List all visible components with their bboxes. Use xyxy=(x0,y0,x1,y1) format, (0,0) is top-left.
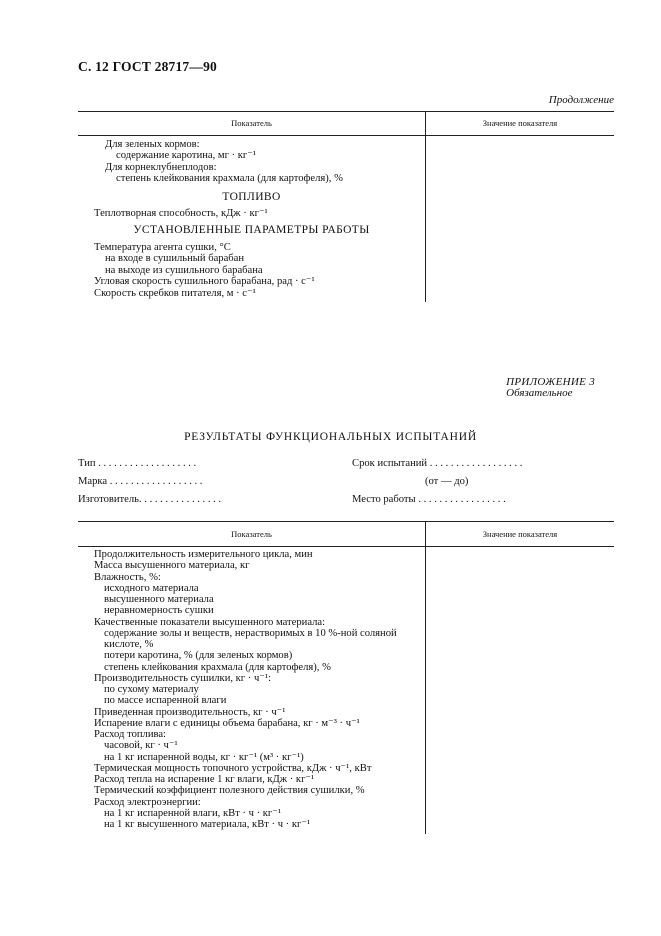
table-continuation xyxy=(78,111,614,302)
page-header: С. 12 ГОСТ 28717—90 xyxy=(78,59,217,74)
appendix-label xyxy=(506,377,595,399)
group-list xyxy=(78,139,343,185)
table-row: по массе испаренной влаги xyxy=(104,695,227,707)
continuation-label: Продолжение xyxy=(548,94,614,106)
section-title-params: УСТАНОВЛЕННЫЕ ПАРАМЕТРЫ РАБОТЫ xyxy=(133,224,370,236)
table-row: исходного материала xyxy=(104,582,199,594)
table-header-rule xyxy=(78,135,614,136)
table-row: Продолжительность измерительного цикла, мин xyxy=(94,549,313,560)
results-title: РЕЗУЛЬТАТЫ ФУНКЦИОНАЛЬНЫХ ИСПЫТАНИЙ xyxy=(184,431,477,443)
field-from-to: (от — до) xyxy=(425,476,469,487)
table-row: Термическая мощность топочного устройства, кДж · ч⁻¹, кВт xyxy=(94,762,372,774)
table-row: Влажность, %: xyxy=(94,571,161,583)
table-row: по сухому материалу xyxy=(104,684,199,695)
list-item: Теплотворная способность, кДж · кг⁻¹ xyxy=(94,208,268,219)
table-column-divider xyxy=(425,111,426,302)
column-header-indicator: Показатель xyxy=(231,118,272,128)
field-type: Тип . . . . . . . . . . . . . . . . . . . xyxy=(78,458,197,469)
list-item: Для корнеклубнеплодов: xyxy=(105,161,217,173)
table-row: Термический коэффициент полезного действия сушилки, % xyxy=(94,785,365,797)
field-manufacturer: Изготовитель. . . . . . . . . . . . . . . . xyxy=(78,494,222,505)
list-item: Угловая скорость сушильного барабана, рад · с⁻¹ xyxy=(94,276,315,288)
table-row: Качественные показатели высушенного материала: xyxy=(94,616,326,628)
table-row: степень клейкования крахмала (для картофеля), % xyxy=(104,661,331,673)
list-item: Температура агента сушки, °С xyxy=(94,242,231,253)
field-place: Место работы . . . . . . . . . . . . . . . . . xyxy=(352,494,506,505)
table-row: содержание золы и веществ, нерастворимых в 10 %-ной соляной xyxy=(104,627,397,639)
list-item: на выходе из сушильного барабана xyxy=(105,264,263,276)
table-row: Приведенная производительность, кг · ч⁻¹ xyxy=(94,706,286,718)
table-row: часовой, кг · ч⁻¹ xyxy=(104,740,178,752)
table-header-rule xyxy=(78,546,614,547)
table-row: высушенного материала xyxy=(104,594,214,605)
table-row: Расход тепла на испарение 1 кг влаги, кДж · кг⁻¹ xyxy=(94,774,315,785)
column-header-value: Значение показателя xyxy=(482,118,558,128)
table-row: Испарение влаги с единицы объема барабана, кг · м⁻³ · ч⁻¹ xyxy=(94,717,360,729)
params-list xyxy=(78,242,315,299)
table-row: на 1 кг высушенного материала, кВт · ч · кг⁻¹ xyxy=(104,819,311,830)
appendix-title: ПРИЛОЖЕНИЕ 3 xyxy=(506,376,595,388)
section-title-fuel: ТОПЛИВО xyxy=(222,191,281,203)
table-row: Расход топлива: xyxy=(94,729,166,740)
table-results xyxy=(78,521,614,834)
table-top-rule xyxy=(78,521,614,522)
list-item: содержание каротина, мг · кг⁻¹ xyxy=(116,150,257,162)
list-item: на входе в сушильный барабан xyxy=(105,253,245,265)
list-item: Для зеленых кормов: xyxy=(105,139,200,150)
table-top-rule xyxy=(78,111,614,112)
column-header-value: Значение показателя xyxy=(482,529,558,539)
list-item: степень клейкования крахмала (для картофеля), % xyxy=(116,173,343,185)
table-row: на 1 кг испаренной влаги, кВт · ч · кг⁻¹ xyxy=(104,807,282,819)
table-row: Производительность сушилки, кг · ч⁻¹: xyxy=(94,672,272,684)
column-header-indicator: Показатель xyxy=(231,529,272,539)
table-row: на 1 кг испаренной воды, кг · кг⁻¹ (м³ · кг⁻¹) xyxy=(104,751,304,763)
table-row: Расход электроэнергии: xyxy=(94,796,201,808)
field-brand: Марка . . . . . . . . . . . . . . . . . . xyxy=(78,476,203,487)
table-column-divider xyxy=(425,521,426,834)
field-test-period: Срок испытаний . . . . . . . . . . . . . . . . . . xyxy=(352,458,523,469)
list-item: Скорость скребков питателя, м · с⁻¹ xyxy=(94,287,256,299)
appendix-status: Обязательное xyxy=(506,387,573,399)
results-list xyxy=(78,549,397,830)
table-row: кислоте, % xyxy=(104,639,154,650)
table-row: потери каротина, % (для зеленых кормов) xyxy=(104,650,293,662)
table-row: неравномерность сушки xyxy=(104,605,214,617)
fuel-list xyxy=(78,208,268,219)
table-row: Масса высушенного материала, кг xyxy=(94,560,250,572)
